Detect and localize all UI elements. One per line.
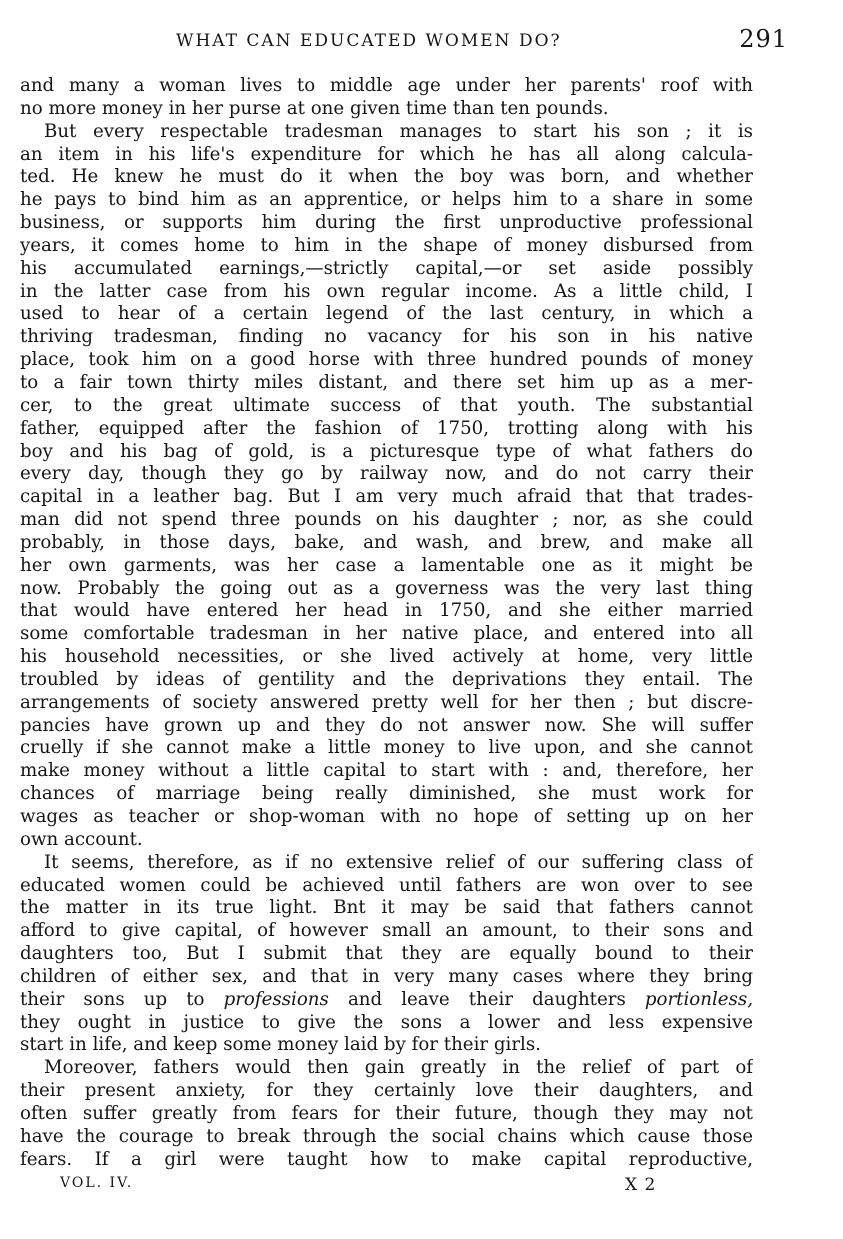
text-line: troubled by ideas of gentility and the deprivations they entail. The (20, 668, 753, 690)
text-line: every day, though they go by railway now, and do not carry their (20, 463, 753, 485)
text-line: ted. He knew he must do it when the boy was born, and whether (20, 166, 753, 188)
running-title: WHAT CAN EDUCATED WOMEN DO? (176, 31, 562, 51)
text-line: his accumulated earnings,—strictly capital,—or set aside possibly (20, 257, 753, 279)
text-line: some comfortable tradesman in her native place, and entered into all (20, 623, 753, 645)
text-line: boy and his bag of gold, is a picturesque type of what fathers do (20, 440, 753, 462)
text-line: But every respectable tradesman manages to start his son ; it is (44, 120, 753, 142)
text-line: her own garments, was her case a lamentable one as it might be (20, 554, 753, 576)
text-line-with-italics (20, 989, 753, 1012)
text-line: that would have entered her head in 1750, and she either married (20, 600, 753, 622)
text-line: he pays to bind him as an apprentice, or helps him to a share in some (20, 189, 753, 211)
text-line: start in life, and keep some money laid by for their girls. (20, 1034, 541, 1056)
text-line: an item in his life's expenditure for which he has all along calcula- (20, 143, 753, 165)
sheet-signature: X 2 (625, 1175, 657, 1195)
text-line: they ought in justice to give the sons a lower and less expensive (20, 1011, 753, 1033)
text-line: cruelly if she cannot make a little money to live upon, and she cannot (20, 737, 753, 759)
text-line: capital in a leather bag. But I am very much afraid that that trades- (20, 486, 753, 508)
text-line: chances of marriage being really diminished, she must work for (20, 783, 753, 805)
text-line: place, took him on a good horse with three hundred pounds of money (20, 349, 753, 371)
page-number: 291 (739, 25, 788, 53)
text-line: used to hear of a certain legend of the last century, in which a (20, 303, 753, 325)
text-line: their present anxiety, for they certainly love their daughters, and (20, 1080, 753, 1102)
italic-word-professions: professions (223, 988, 329, 1010)
text-line: the matter in its true light. Bnt it may be said that fathers cannot (20, 897, 753, 919)
text-line: educated women could be achieved until fathers are won over to see (20, 874, 753, 896)
text-segment: and leave their daughters (347, 988, 626, 1010)
text-line: children of either sex, and that in very many cases where they bring (20, 965, 753, 987)
text-line: father, equipped after the fashion of 1750, trotting along with his (20, 417, 753, 439)
text-line: thriving tradesman, finding no vacancy for his son in his native (20, 326, 753, 348)
text-line: It seems, therefore, as if no extensive relief of our suffering class of (44, 851, 753, 873)
text-line: arrangements of society answered pretty well for her then ; but discre- (20, 691, 753, 713)
text-line: and many a woman lives to middle age under her parents' roof with (20, 75, 753, 96)
page-footer (20, 1175, 753, 1197)
text-line: pancies have grown up and they do not answer now. She will suffer (20, 714, 753, 736)
text-line: make money without a little capital to start with : and, therefore, her (20, 760, 753, 782)
text-line: afford to give capital, of however small an amount, to their sons and (20, 920, 753, 942)
text-line: now. Probably the going out as a governess was the very last thing (20, 577, 753, 599)
text-line: in the latter case from his own regular income. As a little child, I (20, 280, 753, 302)
text-line: often suffer greatly from fears for their future, though they may not (20, 1102, 753, 1124)
text-line: wages as teacher or shop-woman with no hope of setting up on her (20, 806, 753, 827)
running-head (28, 25, 788, 57)
text-line: cer, to the great ultimate success of that youth. The substantial (20, 394, 753, 416)
italic-word-portionless: portionless, (644, 988, 753, 1010)
text-line: have the courage to break through the social chains which cause those (20, 1125, 753, 1147)
text-line: daughters too, But I submit that they are equally bound to their (20, 943, 753, 965)
text-line: his household necessities, or she lived actively at home, very little (20, 646, 753, 668)
text-line: probably, in those days, bake, and wash, and brew, and make all (20, 531, 753, 553)
text-line: own account. (20, 828, 143, 850)
volume-signature: VOL. IV. (60, 1175, 134, 1191)
text-line: years, it comes home to him in the shape of money disbursed from (20, 234, 753, 256)
text-line: no more money in her purse at one given time than ten pounds. (20, 97, 609, 119)
body-text (20, 75, 753, 1172)
text-line: to a fair town thirty miles distant, and there set him up as a mer- (20, 371, 753, 393)
text-line: man did not spend three pounds on his daughter ; nor, as she could (20, 509, 753, 531)
text-segment: their sons up to (20, 988, 205, 1010)
text-line: fears. If a girl were taught how to make capital reproductive, (20, 1148, 753, 1170)
text-line: business, or supports him during the first unproductive professional (20, 212, 753, 234)
text-line: Moreover, fathers would then gain greatly in the relief of part of (44, 1057, 753, 1079)
